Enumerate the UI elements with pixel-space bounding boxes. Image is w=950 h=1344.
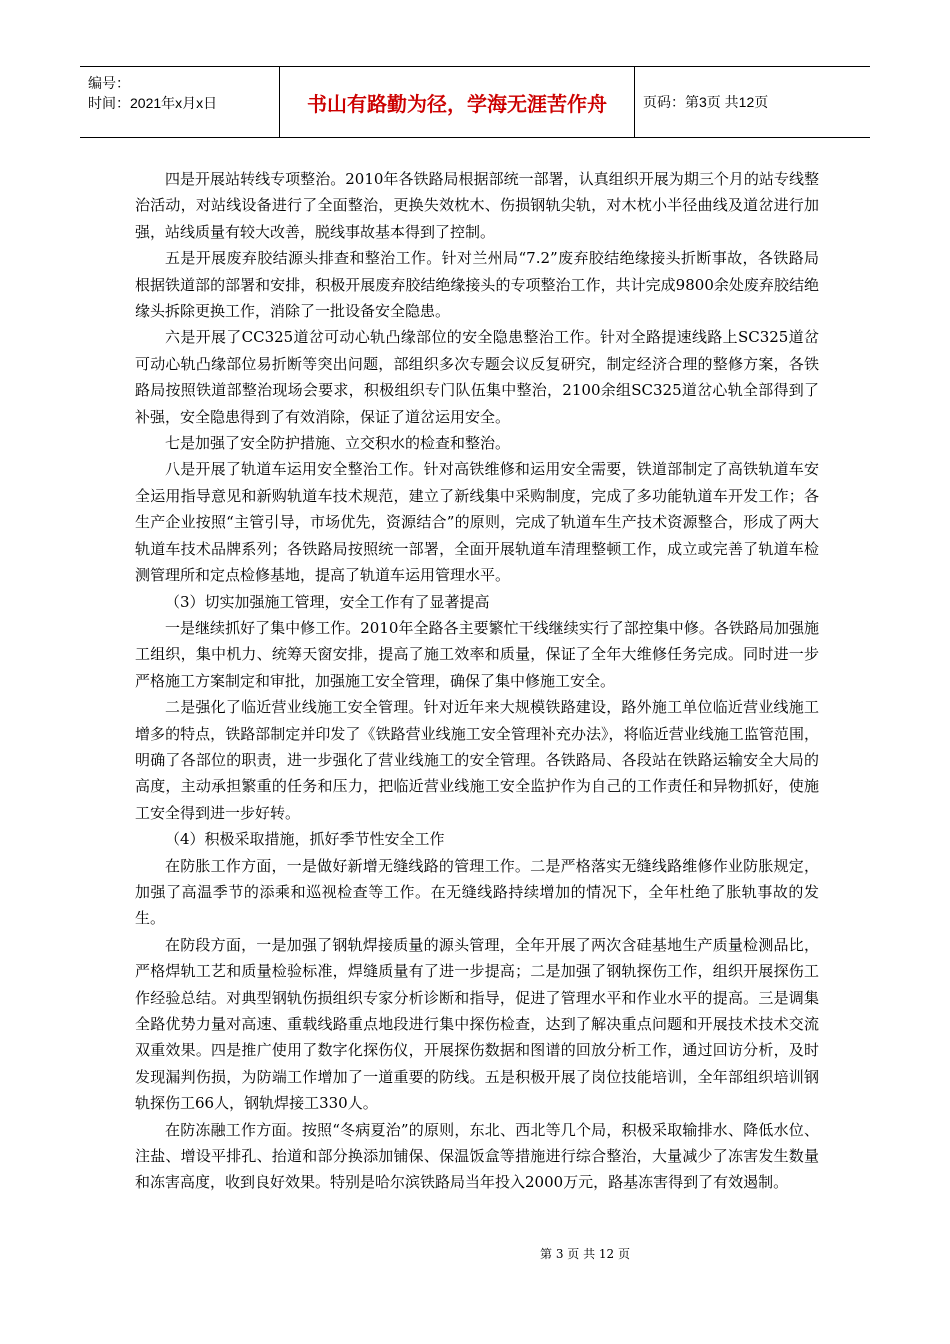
page-header bbox=[80, 66, 870, 138]
motto-text: 书山有路勤为径，学海无涯苦作舟 bbox=[307, 91, 607, 116]
paragraph: 八是开展了轨道车运用安全整治工作。针对高铁维修和运用安全需要，铁道部制定了高铁轨道车安全运用指导意见和新购轨道车技术规范，建立了新线集中采购制度，完成了多功能轨道车开发工作；各生产企业按照“主管引导，市场优先，资源结合”的原则，完成了轨道车生产技术资源整合，形成了两大轨道车技术品牌系列；各铁路局按照统一部署，全面开展轨道车清理整顿工作，成立或完善了轨道车检测管理所和定点检修基地，提高了轨道车运用管理水平。 bbox=[135, 460, 819, 585]
page-footer: 第 3 页 共 12 页 bbox=[540, 1247, 630, 1261]
page-info: 页码：第3页 共12页 bbox=[643, 94, 769, 110]
header-motto-cell bbox=[280, 67, 635, 137]
paragraph: 在防段方面，一是加强了钢轨焊接质量的源头管理，全年开展了两次含硅基地生产质量检测品比，严格焊轨工艺和质量检验标准，焊缝质量有了进一步提高；二是加强了钢轨探伤工作，组织开展探伤工作经验总结。对典型钢轨伤损组织专家分析诊断和指导，促进了管理水平和作业水平的提高。三是调集全路优势力量对高速、重载线路重点地段进行集中探伤检查，达到了解决重点问题和开展技术技术交流双重效果。四是推广使用了数字化探伤仪，开展探伤数据和图谱的回放分析工作，通过回访分析，及时发现漏判伤损，为防端工作增加了一道重要的防线。五是积极开展了岗位技能培训，全年部组织培训钢轨探伤工66人，钢轨焊接工330人。 bbox=[135, 935, 819, 1113]
paragraph: 二是强化了临近营业线施工安全管理。针对近年来大规模铁路建设，路外施工单位临近营业线施工增多的特点，铁路部制定并印发了《铁路营业线施工安全管理补充办法》，将临近营业线施工监管范围，明确了各部位的职责，进一步强化了营业线施工的安全管理。各铁路局、各段站在铁路运输安全大局的高度，主动承担繁重的任务和压力，把临近营业线施工安全监护作为自己的工作责任和异物抓好，使施工安全得到进一步好转。 bbox=[135, 698, 819, 822]
number-label: 编号： bbox=[88, 75, 130, 91]
paragraph: 四是开展站转线专项整治。2010年各铁路局根据部统一部署，认真组织开展为期三个月的站专线整治活动，对站线设备进行了全面整治，更换失效枕木、伤损钢轨尖轨，对木枕小半径曲线及道岔进行加强，站线质量有较大改善，脱线事故基本得到了控制。 bbox=[135, 170, 819, 241]
paragraph: 在防冻融工作方面。按照“冬病夏治”的原则，东北、西北等几个局，积极采取输排水、降低水位、注盐、增设平排孔、抬道和部分换添加铺保、保温饭盒等措施进行综合整治，大量减少了冻害发生数量和冻害高度，收到良好效果。特别是哈尔滨铁路局当年投入2000万元，路基冻害得到了有效遏制。 bbox=[135, 1120, 819, 1192]
time-label: 时间：2021年x月x日 bbox=[88, 95, 218, 111]
paragraph: 在防胀工作方面，一是做好新增无缝线路的管理工作。二是严格落实无缝线路维修作业防胀规定，加强了高温季节的添乘和巡视检查等工作。在无缝线路持续增加的情况下，全年杜绝了胀轨事故的发生。 bbox=[135, 856, 819, 928]
paragraph: 七是加强了安全防护措施、立交积水的检查和整治。 bbox=[165, 434, 511, 453]
document-body bbox=[135, 166, 819, 1196]
section-heading: （4）积极采取措施，抓好季节性安全工作 bbox=[165, 830, 445, 849]
paragraph: 六是开展了CC325道岔可动心轨凸缘部位的安全隐患整治工作。针对全路提速线路上SC325道岔可动心轨凸缘部位易折断等突出问题，部组织多次专题会议反复研究，制定经济合理的整修方案，各铁路局按照铁道部整治现场会要求，积极组织专门队伍集中整治，2100余组SC325道岔心轨全部得到了补强，安全隐患得到了有效消除，保证了道岔运用安全。 bbox=[135, 328, 819, 426]
paragraph: 五是开展废弃胶结源头排查和整治工作。针对兰州局“7.2”废弃胶结绝缘接头折断事故，各铁路局根据铁道部的部署和安排，积极开展废弃胶结绝缘接头的专项整治工作，共计完成9800余处废弃胶结绝缘头拆除更换工作，消除了一批设备安全隐患。 bbox=[135, 249, 819, 321]
header-meta bbox=[80, 67, 280, 137]
header-page-cell bbox=[635, 67, 870, 137]
section-heading: （3）切实加强施工管理，安全工作有了显著提高 bbox=[165, 592, 490, 611]
paragraph: 一是继续抓好了集中修工作。2010年全路各主要繁忙干线继续实行了部控集中修。各铁路局加强施工组织，集中机力、统筹天窗安排，提高了施工效率和质量，保证了全年大维修任务完成。同时进一步严格施工方案制定和审批，加强施工安全管理，确保了集中修施工安全。 bbox=[135, 618, 819, 690]
